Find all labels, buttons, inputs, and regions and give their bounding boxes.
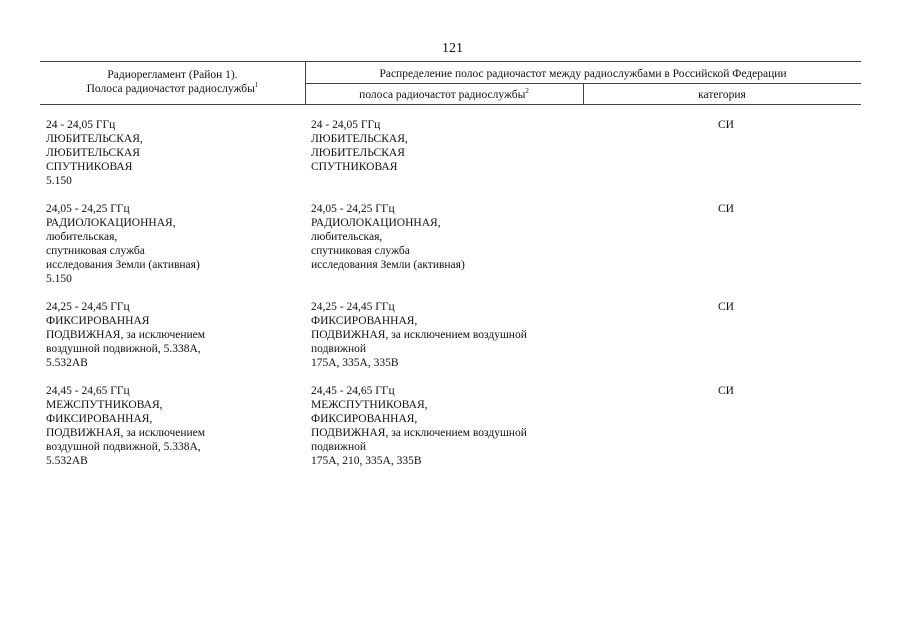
row-4-left-line: 24,45 - 24,65 ГГц bbox=[46, 385, 130, 397]
row-2-left-line: 5.150 bbox=[46, 273, 72, 285]
row-2-left bbox=[46, 202, 200, 286]
header-bottom-rule bbox=[40, 104, 861, 105]
row-2-mid-line: спутниковая служба bbox=[311, 245, 410, 257]
row-2-mid bbox=[311, 202, 465, 272]
row-3-mid-line: ФИКСИРОВАННАЯ, bbox=[311, 315, 418, 327]
row-2-left-line: исследования Земли (активная) bbox=[46, 259, 200, 271]
header-sub-right: категория bbox=[698, 89, 746, 101]
header-right-title: Распределение полос радиочастот между радиослужбами в Российской Федерации bbox=[379, 68, 787, 80]
row-3-left-line: ПОДВИЖНАЯ, за исключением bbox=[46, 329, 206, 341]
row-4-category: СИ bbox=[718, 385, 734, 397]
row-3-mid-line: подвижной bbox=[311, 343, 367, 355]
row-2-left-line: любительская, bbox=[46, 231, 118, 243]
row-2-mid-line: исследования Земли (активная) bbox=[311, 259, 465, 271]
row-4-left-line: МЕЖСПУТНИКОВАЯ, bbox=[46, 399, 163, 411]
row-2-mid-line: РАДИОЛОКАЦИОННАЯ, bbox=[311, 217, 441, 229]
row-4-mid bbox=[311, 384, 527, 468]
header-left-line2-wrap bbox=[40, 82, 305, 96]
row-2-category: СИ bbox=[718, 203, 734, 215]
page-number: 121 bbox=[442, 41, 463, 56]
header-left bbox=[40, 68, 305, 96]
footnote-ref-1: 1 bbox=[254, 81, 259, 89]
row-3-mid-line: 175А, 335А, 335В bbox=[311, 357, 399, 369]
header-sub-left-text: полоса радиочастот радиослужбы bbox=[359, 89, 526, 101]
row-4-left-line: 5.532АВ bbox=[46, 455, 88, 467]
row-3-left-line: ФИКСИРОВАННАЯ bbox=[46, 315, 150, 327]
row-1-left-line: ЛЮБИТЕЛЬСКАЯ, bbox=[46, 133, 143, 145]
row-2-mid-line: 24,05 - 24,25 ГГц bbox=[311, 203, 395, 215]
row-3-left bbox=[46, 300, 205, 370]
row-2-left-line: спутниковая служба bbox=[46, 245, 145, 257]
row-4-mid-line: МЕЖСПУТНИКОВАЯ, bbox=[311, 399, 428, 411]
row-4-left bbox=[46, 384, 205, 468]
row-3-left-line: 5.532АВ bbox=[46, 357, 88, 369]
row-3-left-line: воздушной подвижной, 5.338А, bbox=[46, 343, 201, 355]
header-left-line2: Полоса радиочастот радиослужбы bbox=[86, 83, 255, 95]
row-3-category: СИ bbox=[718, 301, 734, 313]
row-4-mid-line: подвижной bbox=[311, 441, 367, 453]
row-3-mid-line: ПОДВИЖНАЯ, за исключением воздушной bbox=[311, 329, 527, 341]
row-3-left-line: 24,25 - 24,45 ГГц bbox=[46, 301, 130, 313]
header-left-line1: Радиорегламент (Район 1). bbox=[107, 69, 238, 81]
header-sub-left bbox=[305, 88, 583, 102]
row-4-left-line: воздушной подвижной, 5.338А, bbox=[46, 441, 201, 453]
row-2-mid-line: любительская, bbox=[311, 231, 383, 243]
row-2-left-line: 24,05 - 24,25 ГГц bbox=[46, 203, 130, 215]
row-4-left-line: ФИКСИРОВАННАЯ, bbox=[46, 413, 153, 425]
row-1-mid-line: ЛЮБИТЕЛЬСКАЯ bbox=[311, 147, 405, 159]
row-4-mid-line: 175А, 210, 335А, 335В bbox=[311, 455, 422, 467]
row-1-left-line: ЛЮБИТЕЛЬСКАЯ bbox=[46, 147, 140, 159]
row-3-mid bbox=[311, 300, 527, 370]
row-1-mid-line: ЛЮБИТЕЛЬСКАЯ, bbox=[311, 133, 408, 145]
table-top-rule bbox=[40, 61, 861, 62]
row-2-left-line: РАДИОЛОКАЦИОННАЯ, bbox=[46, 217, 176, 229]
row-1-category: СИ bbox=[718, 119, 734, 131]
row-1-left bbox=[46, 118, 143, 188]
row-1-left-line: СПУТНИКОВАЯ bbox=[46, 161, 133, 173]
row-4-mid-line: 24,45 - 24,65 ГГц bbox=[311, 385, 395, 397]
row-3-mid-line: 24,25 - 24,45 ГГц bbox=[311, 301, 395, 313]
row-1-mid bbox=[311, 118, 408, 174]
row-1-mid-line: 24 - 24,05 ГГц bbox=[311, 119, 381, 131]
row-4-left-line: ПОДВИЖНАЯ, за исключением bbox=[46, 427, 206, 439]
row-1-mid-line: СПУТНИКОВАЯ bbox=[311, 161, 398, 173]
row-4-mid-line: ФИКСИРОВАННАЯ, bbox=[311, 413, 418, 425]
row-4-mid-line: ПОДВИЖНАЯ, за исключением воздушной bbox=[311, 427, 527, 439]
footnote-ref-2: 2 bbox=[525, 87, 529, 95]
row-1-left-line: 24 - 24,05 ГГц bbox=[46, 119, 116, 131]
row-1-left-line: 5.150 bbox=[46, 175, 72, 187]
